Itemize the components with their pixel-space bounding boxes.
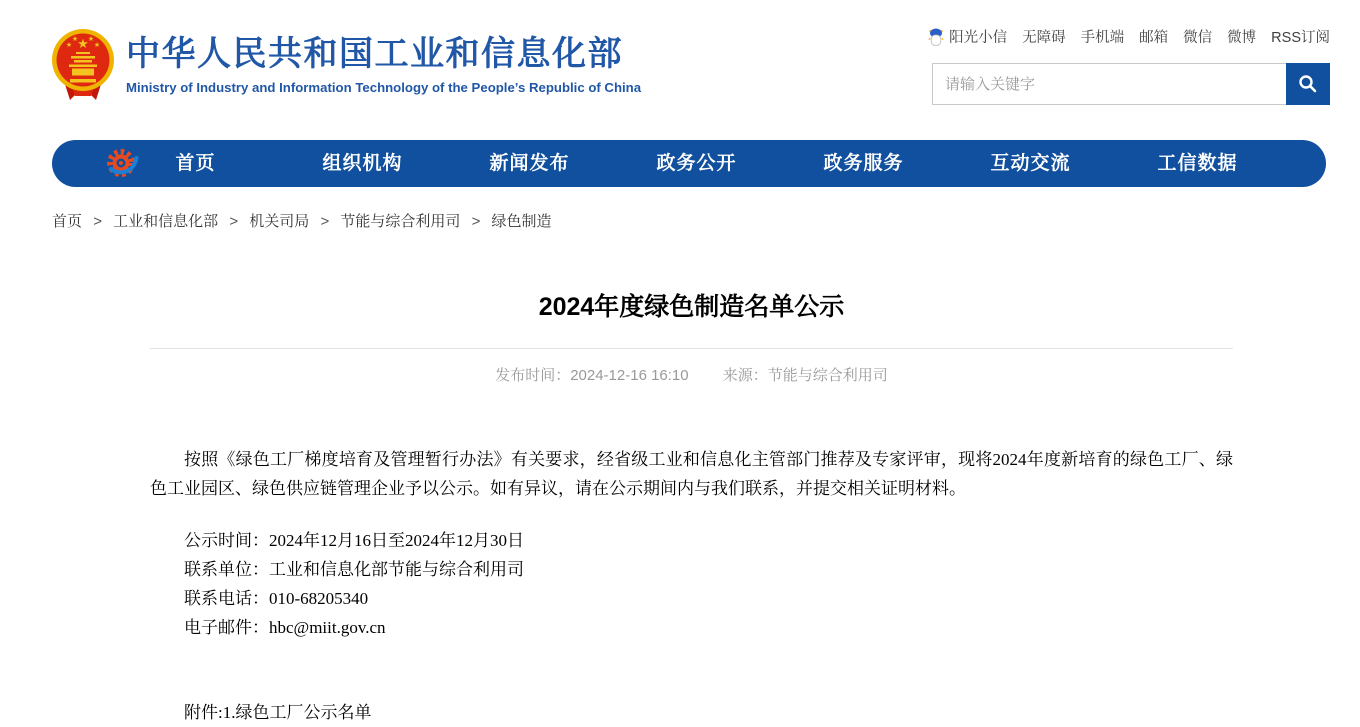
site-brand xyxy=(50,28,641,102)
breadcrumb-separator: > xyxy=(471,213,481,230)
top-link-mobile[interactable]: 手机端 xyxy=(1080,30,1125,46)
top-link-label: 阳光小信 xyxy=(949,30,1008,46)
search-input[interactable] xyxy=(932,63,1286,105)
svg-text:★: ★ xyxy=(93,42,101,49)
national-emblem-icon xyxy=(50,28,116,102)
nav-item-miit-data[interactable]: 工信数据 xyxy=(1157,153,1238,174)
top-link-mail[interactable]: 邮箱 xyxy=(1139,30,1169,46)
brand-text xyxy=(126,35,641,94)
site-header xyxy=(0,0,1360,135)
nav-item-interaction[interactable]: 互动交流 xyxy=(990,153,1071,174)
svg-text:★: ★ xyxy=(65,42,73,49)
detail-contact-email: 电子邮件：hbc@miit.gov.cn xyxy=(184,618,386,637)
nav-item-gov-disclosure[interactable]: 政务公开 xyxy=(656,153,737,174)
breadcrumb-energy-conservation-dept[interactable]: 节能与综合利用司 xyxy=(340,213,461,230)
breadcrumb-home[interactable]: 首页 xyxy=(52,213,83,230)
top-link-sunshine-mascot[interactable] xyxy=(927,26,1007,47)
mascot-icon xyxy=(927,27,945,47)
nav-item-organization[interactable]: 组织机构 xyxy=(322,153,403,174)
top-link-wechat[interactable]: 微信 xyxy=(1183,30,1213,46)
nav-item-gov-services[interactable]: 政务服务 xyxy=(823,153,904,174)
nav-item-home[interactable]: 首页 xyxy=(175,153,216,174)
svg-text:★: ★ xyxy=(71,36,79,43)
site-title: 中华人民共和国工业和信息化部 xyxy=(126,35,623,74)
search-bar xyxy=(932,63,1330,105)
article-meta xyxy=(150,364,1233,385)
top-link-rss[interactable]: RSS订阅 xyxy=(1271,30,1330,46)
main-nav xyxy=(52,140,1326,187)
title-divider xyxy=(150,348,1233,349)
article xyxy=(150,287,1233,727)
breadcrumb-separator: > xyxy=(93,213,102,230)
svg-text:★: ★ xyxy=(87,36,95,43)
top-link-weibo[interactable]: 微博 xyxy=(1227,30,1257,46)
detail-publicity-period: 公示时间：2024年12月16日至2024年12月30日 xyxy=(184,531,524,550)
publish-time: 发布时间：2024-12-16 16:10 xyxy=(495,367,689,384)
nav-items xyxy=(52,140,1326,187)
svg-text:★: ★ xyxy=(77,36,89,51)
breadcrumb-separator: > xyxy=(320,213,330,230)
search-button[interactable] xyxy=(1286,63,1330,105)
breadcrumb xyxy=(52,210,1360,231)
top-links xyxy=(930,26,1330,47)
article-source: 来源：节能与综合利用司 xyxy=(722,367,888,384)
nav-item-news[interactable]: 新闻发布 xyxy=(489,153,570,174)
breadcrumb-departments[interactable]: 机关司局 xyxy=(249,213,310,230)
search-icon xyxy=(1298,74,1318,94)
breadcrumb-green-manufacturing[interactable]: 绿色制造 xyxy=(491,213,552,230)
detail-contact-unit: 联系单位：工业和信息化部节能与综合利用司 xyxy=(184,560,524,579)
article-body xyxy=(150,445,1233,727)
miit-gear-e-logo-icon xyxy=(105,145,141,181)
attachment-link-green-factory-list[interactable]: 附件:1.绿色工厂公示名单 xyxy=(184,703,372,722)
site-subtitle: Ministry of Industry and Information Technology of the People’s Republic of China xyxy=(126,79,642,95)
header-right xyxy=(930,26,1330,105)
article-paragraph: 按照《绿色工厂梯度培育及管理暂行办法》有关要求，经省级工业和信息化主管部门推荐及专家评审，现将2024年度新培育的绿色工厂、绿色工业园区、绿色供应链管理企业予以公示。如有异议，请在公示期间内与我们联系，并提交相关证明材料。 xyxy=(150,450,1233,498)
article-title: 2024年度绿色制造名单公示 xyxy=(538,293,845,321)
breadcrumb-separator: > xyxy=(229,213,239,230)
detail-contact-phone: 联系电话：010-68205340 xyxy=(184,589,369,608)
top-link-accessibility[interactable]: 无障碍 xyxy=(1022,30,1066,46)
breadcrumb-miit[interactable]: 工业和信息化部 xyxy=(113,213,219,230)
